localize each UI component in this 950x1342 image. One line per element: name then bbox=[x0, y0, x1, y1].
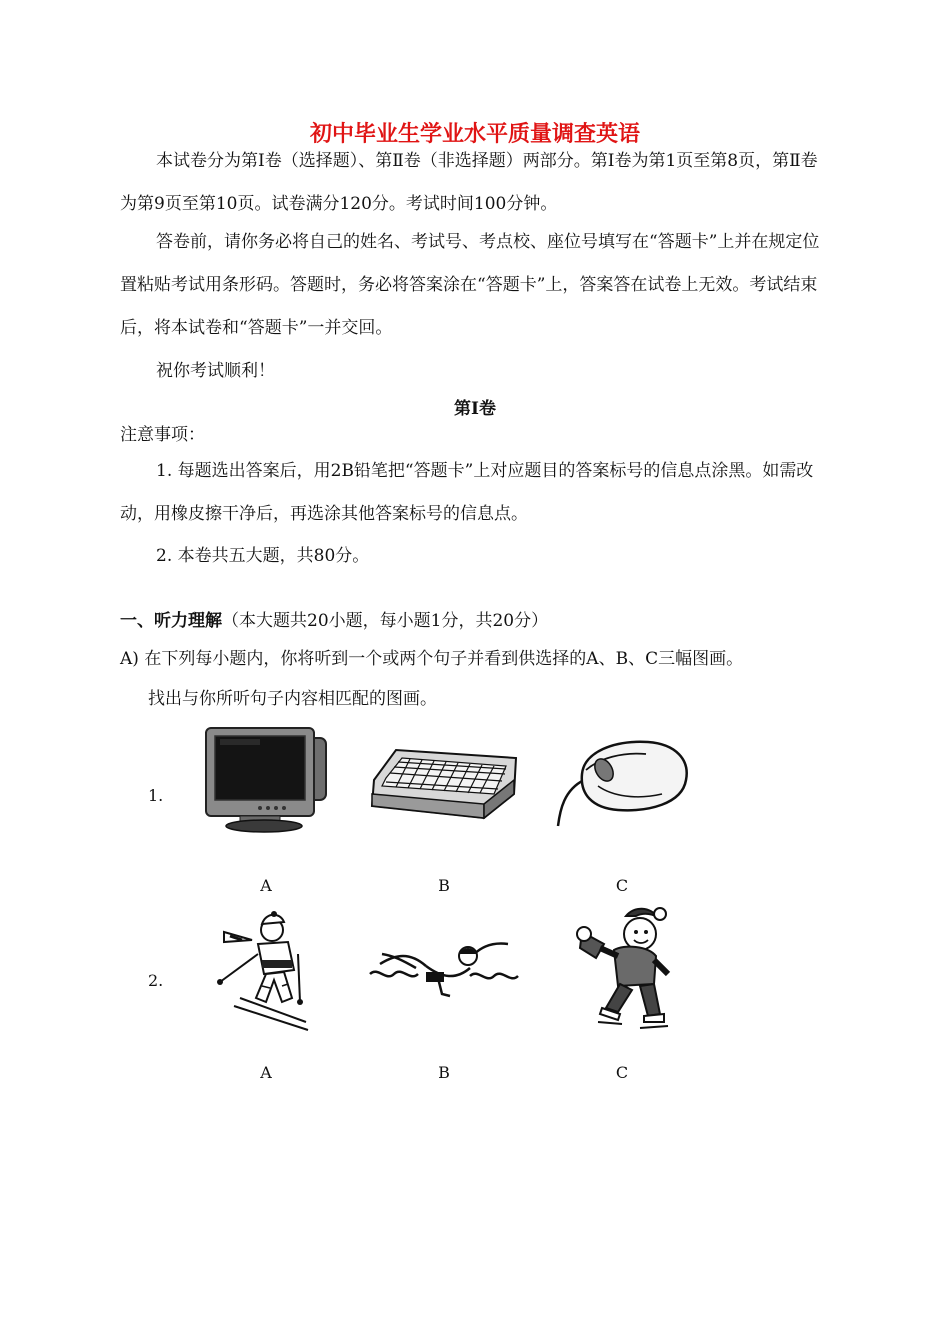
computer-monitor-icon bbox=[200, 724, 332, 834]
volume-heading: 第Ⅰ卷 bbox=[454, 399, 496, 419]
question-2-option-b: B bbox=[438, 1063, 450, 1082]
swimmer-icon bbox=[366, 934, 522, 1004]
section-detail: （本大题共20小题，每小题1分，共20分） bbox=[222, 611, 549, 631]
notes-label: 注意事项： bbox=[120, 425, 205, 445]
computer-mouse-icon bbox=[552, 734, 694, 830]
section-title: 一、听力理解 bbox=[120, 611, 222, 631]
question-1-number: 1. bbox=[148, 786, 164, 805]
question-1-option-a: A bbox=[260, 876, 272, 895]
question-1-option-c: C bbox=[615, 876, 629, 895]
skier-icon bbox=[212, 910, 316, 1032]
answer-instructions: 答卷前，请你务必将自己的姓名、考试号、考点校、座位号填写在“答题卡”上并在规定位置粘贴考试用条形码。答题时，务必将答案涂在“答题卡”上，答案答在试卷上无效。考试结束后，将本试卷和“答题卡”一并交回。 bbox=[120, 232, 820, 338]
note-item-2: 2. 本卷共五大题，共80分。 bbox=[156, 546, 370, 566]
ice-skater-icon bbox=[574, 904, 672, 1032]
listening-instruction: A) 在下列每小题内，你将听到一个或两个句子并看到供选择的A、B、C三幅图画。 bbox=[120, 649, 744, 669]
page-title: 初中毕业生学业水平质量调查英语 bbox=[309, 122, 640, 147]
good-luck-text: 祝你考试顺利！ bbox=[156, 361, 275, 381]
keyboard-icon bbox=[366, 740, 522, 822]
question-2-option-c: C bbox=[615, 1063, 629, 1082]
section-heading bbox=[120, 606, 548, 631]
note-item-1: 1. 每题选出答案后，用2B铅笔把“答题卡”上对应题目的答案标号的信息点涂黑。如需改动，用橡皮擦干净后，再选涂其他答案标号的信息点。 bbox=[120, 461, 814, 524]
question-2-number: 2. bbox=[148, 971, 164, 990]
listening-instruction-continued: 找出与你所听句子内容相匹配的图画。 bbox=[148, 689, 437, 709]
intro-paragraph: 本试卷分为第Ⅰ卷（选择题）、第Ⅱ卷（非选择题）两部分。第Ⅰ卷为第1页至第8页，第Ⅱ卷为第9页至第10页。试卷满分120分。考试时间100分钟。 bbox=[120, 151, 818, 214]
question-1-option-b: B bbox=[438, 876, 450, 895]
question-2-option-a: A bbox=[260, 1063, 272, 1082]
